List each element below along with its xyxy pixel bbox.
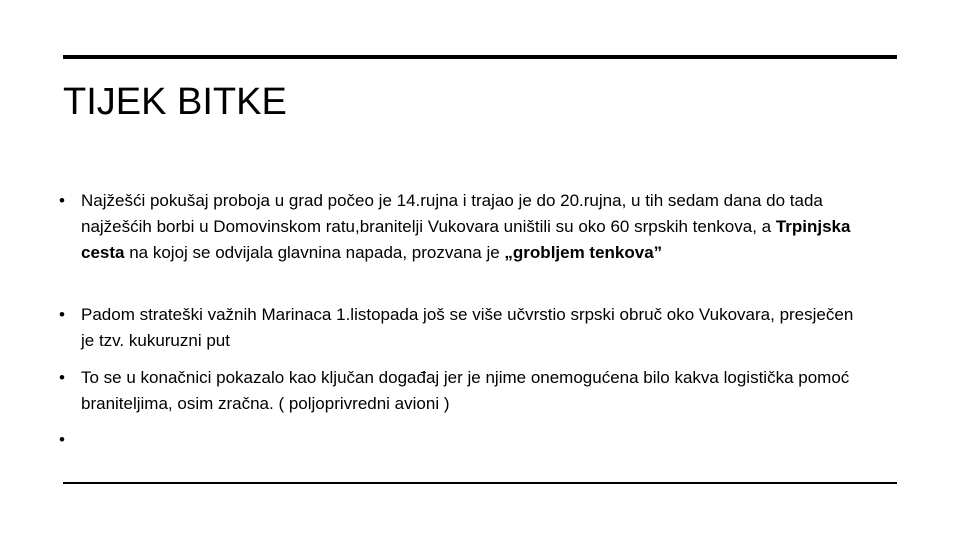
bottom-divider xyxy=(63,482,897,484)
bullet-marker: • xyxy=(59,368,65,387)
bullet-text xyxy=(81,188,879,266)
bullet-marker: • xyxy=(59,191,65,210)
slide-title: TIJEK BITKE xyxy=(63,81,287,123)
bullet-item-3 xyxy=(59,365,859,417)
bullet-text-part: Najžešći pokušaj proboja u grad počeo je 14.rujna i trajao je do 20.rujna, u tih sedam dana do tada najžešćih borbi u Domovinskom ratu,branitelji Vukovara uništili su oko 60 srpskih tenkova, a xyxy=(81,191,823,236)
bullet-marker: • xyxy=(59,305,65,324)
bullet-marker: • xyxy=(59,430,65,449)
bullet-text: To se u konačnici pokazalo kao ključan događaj jer je njime onemogućena bilo kakva logistička pomoć braniteljima, osim zračna. ( poljoprivredni avioni ) xyxy=(81,368,850,413)
bullet-item-1 xyxy=(59,188,879,266)
bullet-item-2 xyxy=(59,302,859,354)
bullet-text-part: na kojoj se odvijala glavnina napada, prozvana je xyxy=(124,243,505,262)
bullet-text: Padom strateški važnih Marinaca 1.listopada još se više učvrstio srpski obruč oko Vukovara, presječen je tzv. kukuruzni put xyxy=(81,305,854,350)
top-divider xyxy=(63,55,897,59)
bold-phrase-groblje-tenkova: „grobljem tenkova” xyxy=(504,243,663,262)
bold-phrase-trpinjska-cesta: Trpinjska cesta xyxy=(81,217,851,262)
